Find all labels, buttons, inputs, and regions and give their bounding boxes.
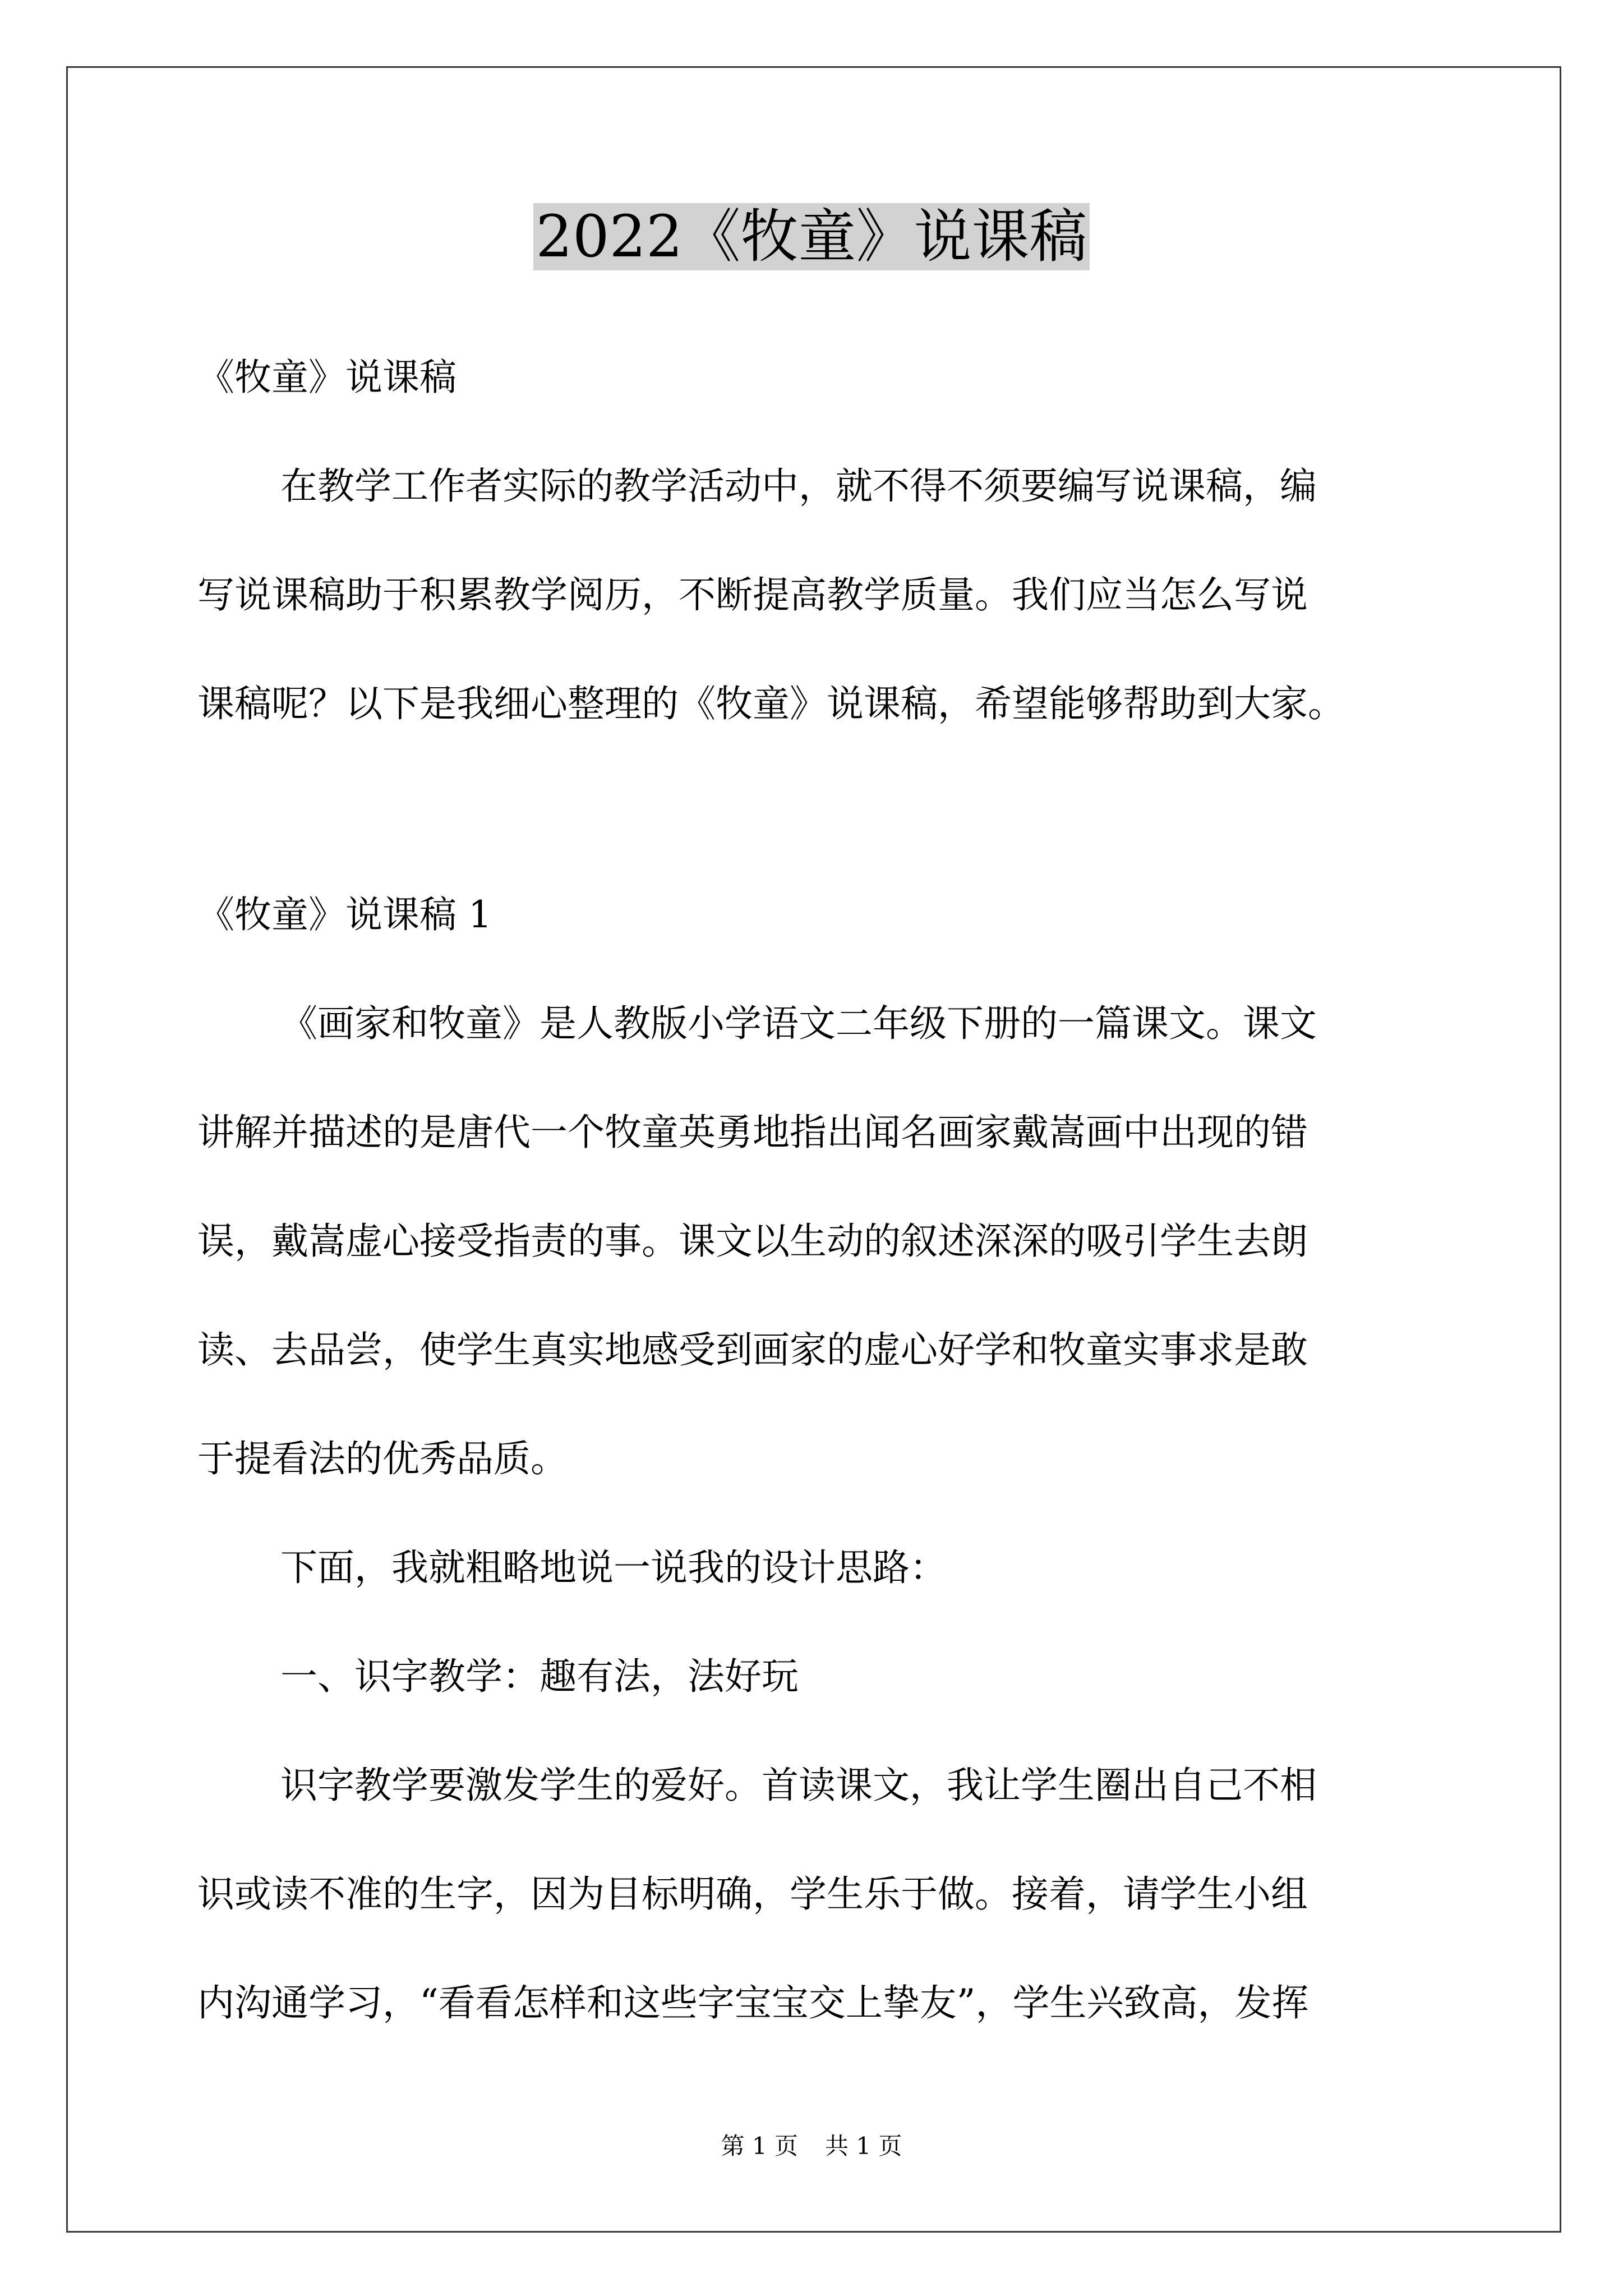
paragraph-line: 讲解并描述的是唐代一个牧童英勇地指出闻名画家戴嵩画中出现的错 (197, 1111, 1308, 1154)
document-subtitle: 《牧童》说课稿 (197, 356, 457, 399)
intro-line: 写说课稿助于积累教学阅历，不断提高教学质量。我们应当怎么写说 (197, 573, 1308, 616)
intro-line: 在教学工作者实际的教学活动中，就不得不须要编写说课稿，编 (280, 464, 1317, 508)
paragraph-line: 《画家和牧童》是人教版小学语文二年级下册的一篇课文。课文 (280, 1002, 1317, 1045)
page-total: 共 1 页 (825, 2132, 902, 2160)
section-heading: 《牧童》说课稿 1 (197, 893, 492, 936)
paragraph-line: 于提看法的优秀品质。 (197, 1437, 568, 1480)
paragraph-line: 读、去品尝，使学生真实地感受到画家的虚心好学和牧童实事求是敢 (197, 1328, 1308, 1372)
paragraph-line: 内沟通学习，“看看怎样和这些字宝宝交上挚友”，学生兴致高，发挥 (197, 1981, 1309, 2024)
paragraph-line: 误，戴嵩虚心接受指责的事。课文以生动的叙述深深的吸引学生去朗 (197, 1220, 1308, 1263)
paragraph-line: 识或读不准的生字，因为目标明确，学生乐于做。接着，请学生小组 (197, 1872, 1308, 1916)
page-number: 第 1 页 (721, 2132, 798, 2160)
document-title: 2022《牧童》说课稿 (0, 197, 1623, 276)
paragraph-line: 下面，我就粗略地说一说我的设计思路： (280, 1546, 947, 1589)
intro-line: 课稿呢？以下是我细心整理的《牧童》说课稿，希望能够帮助到大家。 (197, 682, 1345, 725)
subsection-heading: 一、识字教学：趣有法，法好玩 (280, 1655, 799, 1698)
paragraph-line: 识字教学要激发学生的爱好。首读课文，我让学生圈出自己不相 (280, 1764, 1317, 1807)
page-footer (0, 2129, 1623, 2163)
